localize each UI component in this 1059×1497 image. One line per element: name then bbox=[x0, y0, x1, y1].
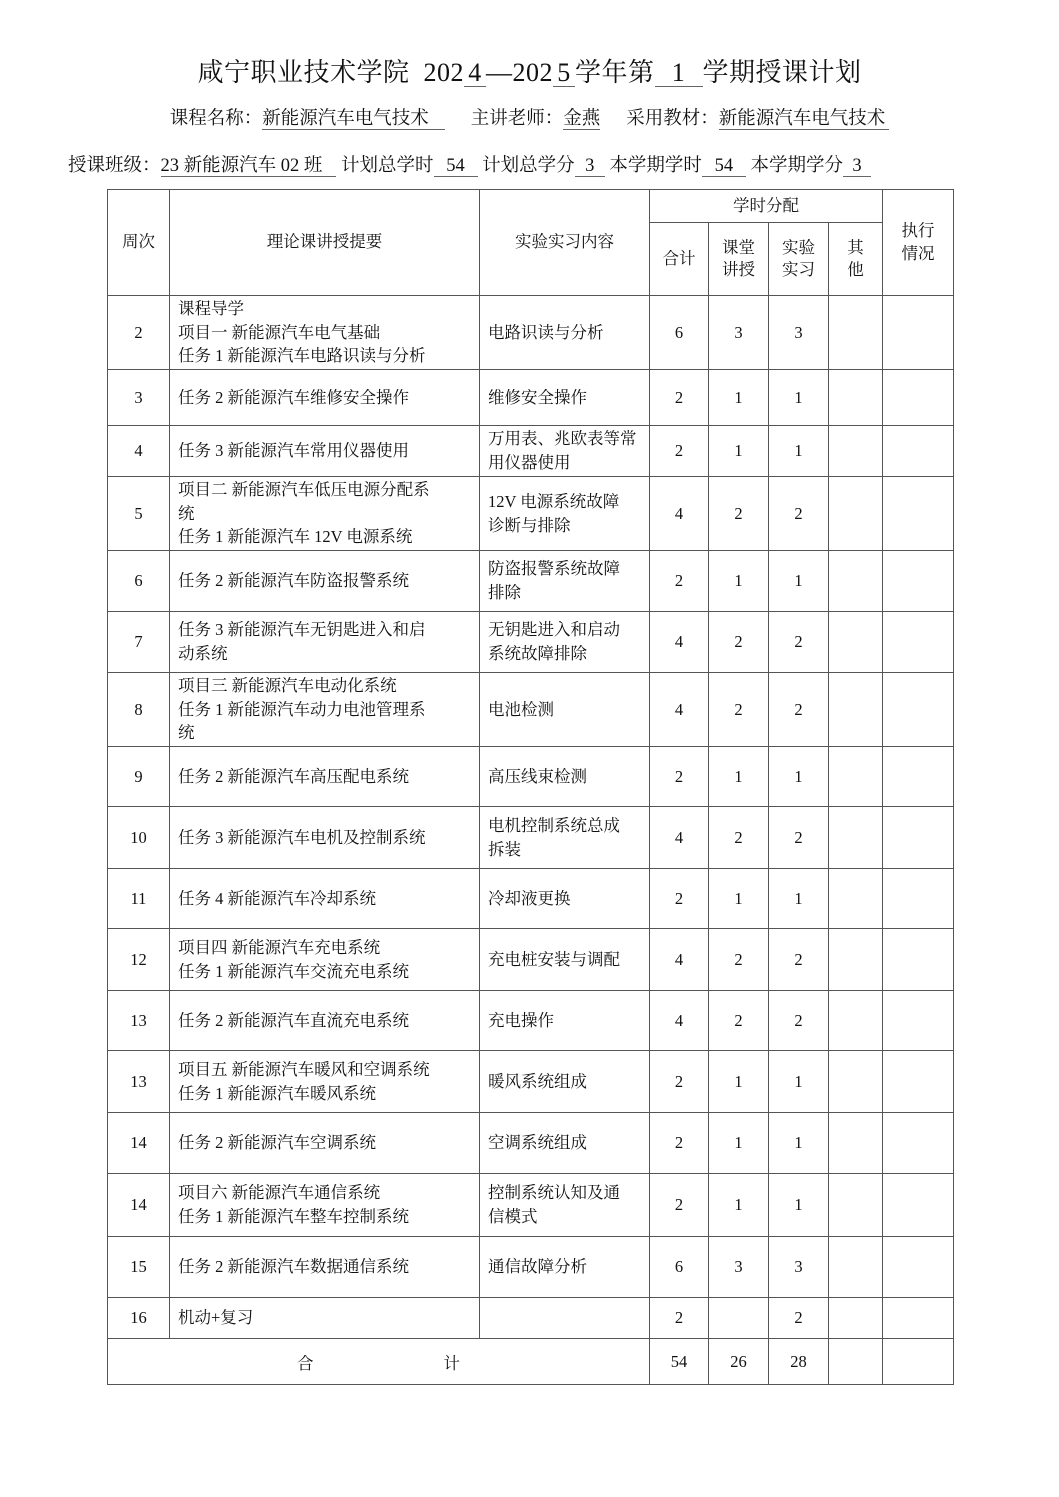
hours-lecture-cell: 2 bbox=[709, 929, 769, 991]
status-cell bbox=[883, 807, 954, 869]
total-row-lecture: 26 bbox=[709, 1339, 769, 1385]
lab-cell bbox=[480, 612, 650, 673]
total-hours-value: 54 bbox=[434, 157, 478, 177]
theory-line: 动系统 bbox=[178, 644, 228, 663]
lab-cell bbox=[480, 747, 650, 807]
theory-line: 任务 3 新能源汽车无钥匙进入和启 bbox=[178, 620, 426, 640]
theory-line: 任务 2 新能源汽车防盗报警系统 bbox=[178, 571, 409, 591]
term-hours-label: 本学期学时 bbox=[609, 156, 702, 176]
lab-cell bbox=[480, 551, 650, 612]
course-value: 新能源汽车电气技术 bbox=[262, 110, 445, 130]
theory-cell bbox=[170, 1298, 480, 1339]
hours-other-cell bbox=[829, 673, 883, 747]
hours-practice-cell: 2 bbox=[769, 612, 829, 673]
lab-line: 拆装 bbox=[488, 839, 521, 859]
hours-practice-cell: 2 bbox=[769, 807, 829, 869]
status-cell bbox=[883, 869, 954, 929]
status-cell bbox=[883, 1051, 954, 1113]
lab-cell bbox=[480, 929, 650, 991]
theory-line: 任务 2 新能源汽车高压配电系统 bbox=[178, 766, 409, 786]
hours-lecture-cell: 1 bbox=[709, 370, 769, 426]
title-year-start: 202 4 bbox=[423, 58, 486, 87]
hours-total-cell: 2 bbox=[650, 426, 709, 477]
hours-total-cell: 2 bbox=[650, 747, 709, 807]
header-hours-group: 学时分配 bbox=[650, 190, 883, 223]
lab-line: 电池检测 bbox=[488, 699, 554, 719]
textbook-label: 采用教材： bbox=[626, 109, 719, 129]
theory-cell bbox=[170, 426, 480, 477]
hours-practice-cell: 2 bbox=[769, 673, 829, 747]
week-cell: 13 bbox=[108, 1051, 170, 1113]
status-cell bbox=[883, 673, 954, 747]
week-cell: 9 bbox=[108, 747, 170, 807]
theory-line: 机动+复习 bbox=[178, 1308, 254, 1328]
hours-total-cell: 6 bbox=[650, 1237, 709, 1298]
theory-cell bbox=[170, 1113, 480, 1174]
total-row-status bbox=[883, 1339, 954, 1385]
status-cell bbox=[883, 1298, 954, 1339]
lab-line: 无钥匙进入和启动 bbox=[488, 620, 620, 640]
week-cell: 15 bbox=[108, 1237, 170, 1298]
term-credits-label: 本学期学分 bbox=[750, 156, 843, 176]
theory-line: 项目三 新能源汽车电动化系统 bbox=[178, 675, 397, 695]
status-cell bbox=[883, 370, 954, 426]
course-label: 课程名称： bbox=[169, 109, 263, 129]
hours-lecture-cell: 1 bbox=[709, 1051, 769, 1113]
hours-other-cell bbox=[829, 370, 883, 426]
hours-practice-cell: 2 bbox=[769, 1298, 829, 1339]
hours-other-cell bbox=[829, 612, 883, 673]
table-row bbox=[108, 1298, 954, 1339]
table-row bbox=[108, 551, 954, 612]
lab-line: 冷却液更换 bbox=[488, 888, 571, 908]
teacher-label: 主讲老师： bbox=[470, 109, 564, 129]
theory-line: 任务 2 新能源汽车维修安全操作 bbox=[178, 387, 409, 407]
theory-line: 任务 2 新能源汽车空调系统 bbox=[178, 1133, 376, 1153]
hours-lecture-cell: 1 bbox=[709, 551, 769, 612]
lab-line: 高压线束检测 bbox=[488, 766, 587, 786]
table-row bbox=[108, 673, 954, 747]
theory-line: 任务 1 新能源汽车电路识读与分析 bbox=[178, 346, 426, 366]
title-tail: 学期授课计划 bbox=[702, 58, 862, 87]
hours-other-cell bbox=[829, 1298, 883, 1339]
hours-total-cell: 4 bbox=[650, 929, 709, 991]
status-cell bbox=[883, 477, 954, 551]
hours-total-cell: 2 bbox=[650, 1174, 709, 1237]
hours-lecture-cell: 2 bbox=[709, 991, 769, 1051]
header-total: 合计 bbox=[650, 223, 709, 296]
theory-line: 任务 3 新能源汽车常用仪器使用 bbox=[178, 441, 409, 461]
total-row-other bbox=[829, 1339, 883, 1385]
theory-cell bbox=[170, 869, 480, 929]
lab-cell bbox=[480, 673, 650, 747]
hours-lecture-cell: 2 bbox=[709, 807, 769, 869]
lab-line: 12V 电源系统故障 bbox=[488, 491, 620, 511]
theory-cell bbox=[170, 673, 480, 747]
theory-cell bbox=[170, 991, 480, 1051]
hours-other-cell bbox=[829, 991, 883, 1051]
total-credits-value: 3 bbox=[575, 157, 605, 177]
theory-cell bbox=[170, 296, 480, 370]
hours-other-cell bbox=[829, 869, 883, 929]
lab-cell bbox=[480, 807, 650, 869]
hours-lecture-cell: 1 bbox=[709, 1113, 769, 1174]
theory-line: 任务 2 新能源汽车数据通信系统 bbox=[178, 1257, 409, 1277]
term-hours-value: 54 bbox=[702, 157, 746, 177]
lab-cell bbox=[480, 869, 650, 929]
hours-lecture-cell: 2 bbox=[709, 673, 769, 747]
hours-other-cell bbox=[829, 296, 883, 370]
hours-practice-cell: 2 bbox=[769, 477, 829, 551]
status-cell bbox=[883, 296, 954, 370]
table-row bbox=[108, 1051, 954, 1113]
lab-cell bbox=[480, 1174, 650, 1237]
table-row bbox=[108, 747, 954, 807]
lab-line: 电机控制系统总成 bbox=[488, 815, 620, 835]
class-value: 23 新能源汽车 02 班 bbox=[161, 157, 337, 177]
status-cell bbox=[883, 929, 954, 991]
lab-cell bbox=[480, 1051, 650, 1113]
hours-other-cell bbox=[829, 807, 883, 869]
class-label: 授课班级： bbox=[68, 156, 161, 176]
hours-lecture-cell: 1 bbox=[709, 869, 769, 929]
lab-line: 维修安全操作 bbox=[488, 387, 587, 407]
theory-cell bbox=[170, 1237, 480, 1298]
lab-line: 用仪器使用 bbox=[488, 453, 571, 472]
lab-cell bbox=[480, 296, 650, 370]
lab-cell bbox=[480, 1113, 650, 1174]
hours-lecture-cell bbox=[709, 1298, 769, 1339]
hours-other-cell bbox=[829, 1237, 883, 1298]
hours-total-cell: 2 bbox=[650, 551, 709, 612]
table-body bbox=[108, 296, 954, 1339]
lab-line: 排除 bbox=[488, 583, 521, 602]
table-row bbox=[108, 1237, 954, 1298]
lab-cell bbox=[480, 991, 650, 1051]
textbook-value: 新能源汽车电气技术 bbox=[719, 110, 890, 130]
theory-line: 任务 1 新能源汽车动力电池管理系 bbox=[178, 699, 426, 719]
hours-practice-cell: 2 bbox=[769, 991, 829, 1051]
theory-cell bbox=[170, 612, 480, 673]
hours-other-cell bbox=[829, 551, 883, 612]
table-row bbox=[108, 612, 954, 673]
theory-line: 任务 1 新能源汽车整车控制系统 bbox=[178, 1207, 409, 1226]
lab-line: 暖风系统组成 bbox=[488, 1071, 587, 1091]
lab-line: 控制系统认知及通 bbox=[488, 1183, 620, 1203]
hours-lecture-cell: 2 bbox=[709, 477, 769, 551]
hours-lecture-cell: 1 bbox=[709, 426, 769, 477]
title-year-dash: — bbox=[485, 58, 513, 87]
lab-line: 空调系统组成 bbox=[488, 1133, 587, 1153]
lab-line: 万用表、兆欧表等常 bbox=[488, 429, 637, 449]
theory-line: 统 bbox=[178, 723, 195, 743]
hours-total-cell: 4 bbox=[650, 673, 709, 747]
title-year-suffix: 学年第 bbox=[574, 58, 655, 87]
course-info-line bbox=[0, 104, 1059, 130]
theory-line: 统 bbox=[178, 503, 195, 523]
week-cell: 2 bbox=[108, 296, 170, 370]
hours-practice-cell: 1 bbox=[769, 1051, 829, 1113]
table-row bbox=[108, 477, 954, 551]
lab-line: 通信故障分析 bbox=[488, 1257, 587, 1277]
status-cell bbox=[883, 1113, 954, 1174]
theory-line: 项目五 新能源汽车暖风和空调系统 bbox=[178, 1059, 430, 1079]
document-title bbox=[0, 52, 1059, 89]
hours-total-cell: 4 bbox=[650, 991, 709, 1051]
status-cell bbox=[883, 612, 954, 673]
status-cell bbox=[883, 747, 954, 807]
table-row bbox=[108, 370, 954, 426]
lab-line: 电路识读与分析 bbox=[488, 322, 604, 342]
total-row-label: 合 计 bbox=[108, 1339, 650, 1385]
hours-practice-cell: 2 bbox=[769, 929, 829, 991]
hours-other-cell bbox=[829, 747, 883, 807]
lab-cell bbox=[480, 1298, 650, 1339]
lab-line: 充电桩安装与调配 bbox=[488, 949, 620, 969]
week-cell: 14 bbox=[108, 1113, 170, 1174]
header-week: 周次 bbox=[108, 190, 170, 296]
term-credits-value: 3 bbox=[843, 157, 871, 177]
hours-lecture-cell: 1 bbox=[709, 1174, 769, 1237]
week-cell: 16 bbox=[108, 1298, 170, 1339]
theory-line: 项目四 新能源汽车充电系统 bbox=[178, 937, 381, 957]
table-row bbox=[108, 426, 954, 477]
week-cell: 5 bbox=[108, 477, 170, 551]
table-row bbox=[108, 869, 954, 929]
hours-total-cell: 4 bbox=[650, 477, 709, 551]
theory-cell bbox=[170, 477, 480, 551]
header-status: 执行 情况 bbox=[883, 190, 954, 296]
lab-line: 防盗报警系统故障 bbox=[488, 559, 620, 579]
week-cell: 10 bbox=[108, 807, 170, 869]
total-row-practice: 28 bbox=[769, 1339, 829, 1385]
theory-line: 项目六 新能源汽车通信系统 bbox=[178, 1183, 381, 1203]
week-cell: 12 bbox=[108, 929, 170, 991]
status-cell bbox=[883, 1174, 954, 1237]
theory-cell bbox=[170, 747, 480, 807]
lab-line: 充电操作 bbox=[488, 1010, 554, 1030]
header-lab: 实验实习内容 bbox=[480, 190, 650, 296]
hours-total-cell: 2 bbox=[650, 370, 709, 426]
hours-other-cell bbox=[829, 1113, 883, 1174]
hours-practice-cell: 1 bbox=[769, 1174, 829, 1237]
week-cell: 13 bbox=[108, 991, 170, 1051]
hours-other-cell bbox=[829, 477, 883, 551]
theory-line: 课程导学 bbox=[178, 298, 244, 318]
week-cell: 11 bbox=[108, 869, 170, 929]
table-row bbox=[108, 991, 954, 1051]
week-cell: 4 bbox=[108, 426, 170, 477]
hours-practice-cell: 1 bbox=[769, 370, 829, 426]
header-theory: 理论课讲授提要 bbox=[170, 190, 480, 296]
hours-lecture-cell: 1 bbox=[709, 747, 769, 807]
hours-total-cell: 2 bbox=[650, 1113, 709, 1174]
theory-cell bbox=[170, 807, 480, 869]
lab-cell bbox=[480, 477, 650, 551]
hours-total-cell: 2 bbox=[650, 1051, 709, 1113]
theory-line: 项目一 新能源汽车电气基础 bbox=[178, 322, 381, 342]
lab-line: 信模式 bbox=[488, 1207, 538, 1226]
header-lecture: 课堂 讲授 bbox=[709, 223, 769, 296]
total-row-total: 54 bbox=[650, 1339, 709, 1385]
teaching-plan-table bbox=[107, 189, 954, 1385]
hours-practice-cell: 1 bbox=[769, 426, 829, 477]
theory-cell bbox=[170, 929, 480, 991]
table-row bbox=[108, 1174, 954, 1237]
week-cell: 6 bbox=[108, 551, 170, 612]
theory-line: 任务 1 新能源汽车交流充电系统 bbox=[178, 961, 409, 981]
week-cell: 7 bbox=[108, 612, 170, 673]
hours-lecture-cell: 2 bbox=[709, 612, 769, 673]
hours-other-cell bbox=[829, 1051, 883, 1113]
hours-lecture-cell: 3 bbox=[709, 296, 769, 370]
lab-cell bbox=[480, 1237, 650, 1298]
header-practice: 实验 实习 bbox=[769, 223, 829, 296]
hours-total-cell: 4 bbox=[650, 807, 709, 869]
total-credits-label: 计划总学分 bbox=[482, 156, 575, 176]
hours-total-cell: 2 bbox=[650, 1298, 709, 1339]
hours-practice-cell: 1 bbox=[769, 551, 829, 612]
status-cell bbox=[883, 991, 954, 1051]
theory-cell bbox=[170, 1174, 480, 1237]
status-cell bbox=[883, 551, 954, 612]
title-semester: 1 bbox=[655, 59, 703, 87]
hours-other-cell bbox=[829, 426, 883, 477]
hours-other-cell bbox=[829, 929, 883, 991]
theory-line: 任务 3 新能源汽车电机及控制系统 bbox=[178, 827, 426, 847]
theory-line: 项目二 新能源汽车低压电源分配系 bbox=[178, 479, 430, 499]
hours-other-cell bbox=[829, 1174, 883, 1237]
hours-practice-cell: 1 bbox=[769, 1113, 829, 1174]
lab-cell bbox=[480, 370, 650, 426]
hours-practice-cell: 1 bbox=[769, 869, 829, 929]
class-info-line bbox=[68, 151, 998, 177]
week-cell: 3 bbox=[108, 370, 170, 426]
theory-cell bbox=[170, 551, 480, 612]
header-other: 其 他 bbox=[829, 223, 883, 296]
theory-line: 任务 1 新能源汽车暖风系统 bbox=[178, 1083, 376, 1103]
hours-lecture-cell: 3 bbox=[709, 1237, 769, 1298]
table-row bbox=[108, 807, 954, 869]
hours-total-cell: 4 bbox=[650, 612, 709, 673]
hours-practice-cell: 3 bbox=[769, 296, 829, 370]
status-cell bbox=[883, 426, 954, 477]
title-school: 咸宁职业技术学院 bbox=[197, 58, 410, 87]
table-row bbox=[108, 1113, 954, 1174]
table-total-row bbox=[108, 1339, 954, 1385]
lab-line: 系统故障排除 bbox=[488, 644, 587, 663]
table-row bbox=[108, 296, 954, 370]
lab-line: 诊断与排除 bbox=[488, 515, 571, 535]
week-cell: 14 bbox=[108, 1174, 170, 1237]
hours-practice-cell: 1 bbox=[769, 747, 829, 807]
hours-total-cell: 2 bbox=[650, 869, 709, 929]
theory-cell bbox=[170, 1051, 480, 1113]
hours-total-cell: 6 bbox=[650, 296, 709, 370]
theory-line: 任务 1 新能源汽车 12V 电源系统 bbox=[178, 527, 413, 547]
total-hours-label: 计划总学时 bbox=[341, 156, 434, 176]
teacher-value: 金燕 bbox=[563, 109, 601, 129]
lab-cell bbox=[480, 426, 650, 477]
theory-line: 任务 2 新能源汽车直流充电系统 bbox=[178, 1010, 409, 1030]
week-cell: 8 bbox=[108, 673, 170, 747]
hours-practice-cell: 3 bbox=[769, 1237, 829, 1298]
theory-cell bbox=[170, 370, 480, 426]
theory-line: 任务 4 新能源汽车冷却系统 bbox=[178, 888, 376, 908]
table-row bbox=[108, 929, 954, 991]
status-cell bbox=[883, 1237, 954, 1298]
title-year-end: 202 5 bbox=[512, 58, 575, 87]
